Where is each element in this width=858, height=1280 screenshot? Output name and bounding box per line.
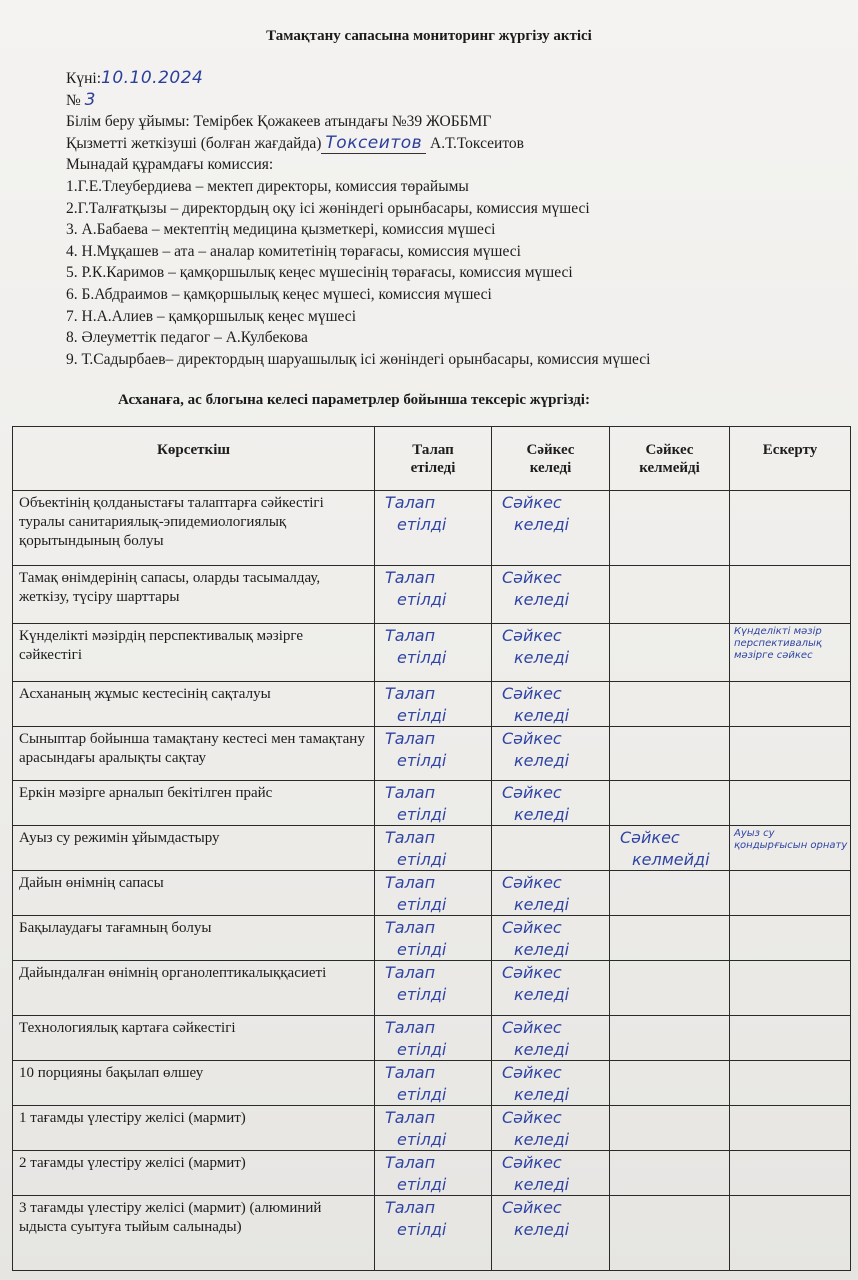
handwritten-entry: етілді (397, 1130, 447, 1149)
commission-member: 3. А.Бабаева – мектептің медицина қызметкері, комиссия мүшесі (66, 221, 496, 239)
compliant-cell (492, 624, 610, 682)
indicator-cell: 10 порцияны бақылап өлшеу (13, 1061, 375, 1106)
handwritten-entry: Талап (385, 1063, 436, 1082)
handwritten-entry: келмейді (632, 850, 710, 869)
note-cell (730, 916, 851, 961)
required-cell (375, 1016, 492, 1061)
table-body (13, 491, 851, 1271)
noncompliant-cell (610, 1151, 730, 1196)
handwritten-entry: Талап (385, 568, 436, 587)
handwritten-entry: етілді (397, 985, 447, 1004)
commission-member: 5. Р.К.Каримов – қамқоршылық кеңес мүшесінің төрағасы, комиссия мүшесі (66, 264, 573, 282)
table-row (13, 624, 851, 682)
handwritten-note: Күнделікті мәзір перспективалық мәзірге сәйкес (734, 626, 822, 661)
handwritten-entry: етілді (397, 706, 447, 725)
commission-member: 1.Г.Е.Тлеубердиева – мектеп директоры, комиссия төрайымы (66, 177, 469, 195)
handwritten-entry: Сәйкес (502, 918, 562, 937)
handwritten-entry: Талап (385, 828, 436, 847)
note-cell (730, 781, 851, 826)
table-row (13, 916, 851, 961)
indicator-cell: Дайын өнімнің сапасы (13, 871, 375, 916)
compliant-cell (492, 682, 610, 727)
handwritten-entry: Сәйкес (502, 1108, 562, 1127)
indicator-cell: Ауыз су режимін ұйымдастыру (13, 826, 375, 871)
compliant-cell (492, 1106, 610, 1151)
handwritten-entry: Сәйкес (502, 1153, 562, 1172)
handwritten-entry: етілді (397, 515, 447, 534)
handwritten-entry: етілді (397, 648, 447, 667)
table-row (13, 566, 851, 624)
required-cell (375, 491, 492, 566)
table-row (13, 871, 851, 916)
indicator-cell: Күнделікті мәзірдің перспективалық мәзірге сәйкестігі (13, 624, 375, 682)
handwritten-entry: келеді (514, 985, 570, 1004)
required-cell (375, 826, 492, 871)
note-cell (730, 1106, 851, 1151)
compliant-cell (492, 1196, 610, 1271)
noncompliant-cell (610, 491, 730, 566)
table-row (13, 727, 851, 781)
handwritten-entry: келеді (514, 940, 570, 959)
handwritten-entry: келеді (514, 805, 570, 824)
handwritten-entry: Сәйкес (502, 1018, 562, 1037)
handwritten-entry: келеді (514, 1085, 570, 1104)
handwritten-entry: Сәйкес (502, 626, 562, 645)
indicator-cell: 2 тағамды үлестіру желісі (мармит) (13, 1151, 375, 1196)
noncompliant-cell (610, 624, 730, 682)
noncompliant-cell (610, 727, 730, 781)
column-header-note: Ескерту (730, 427, 851, 491)
table-row (13, 1106, 851, 1151)
commission-member: 7. Н.А.Алиев – қамқоршылық кеңес мүшесі (66, 307, 356, 325)
document-header (66, 68, 650, 370)
table-row (13, 1151, 851, 1196)
handwritten-entry: Сәйкес (502, 1063, 562, 1082)
compliant-cell (492, 871, 610, 916)
handwritten-entry: Сәйкес (620, 828, 680, 847)
handwritten-entry: Талап (385, 729, 436, 748)
date-value: 10.10.2024 (101, 68, 204, 88)
commission-member: 4. Н.Мұқашев – ата – аналар комитетінің төрағасы, комиссия мүшесі (66, 242, 521, 260)
noncompliant-cell (610, 566, 730, 624)
indicator-cell: Асхананың жұмыс кестесінің сақталуы (13, 682, 375, 727)
note-cell (730, 1016, 851, 1061)
note-cell (730, 1196, 851, 1271)
required-cell (375, 682, 492, 727)
handwritten-entry: Талап (385, 493, 436, 512)
required-cell (375, 781, 492, 826)
required-cell (375, 961, 492, 1016)
handwritten-entry: етілді (397, 1175, 447, 1194)
table-row (13, 1016, 851, 1061)
compliant-cell (492, 781, 610, 826)
commission-member: 8. Әлеуметтік педагог – А.Кулбекова (66, 329, 308, 347)
noncompliant-cell (610, 781, 730, 826)
commission-label: Мынадай құрамдағы комиссия: (66, 156, 274, 174)
handwritten-entry: етілді (397, 895, 447, 914)
commission-member: 6. Б.Абдраимов – қамқоршылық кеңес мүшесі, комиссия мүшесі (66, 285, 492, 303)
handwritten-entry: етілді (397, 1220, 447, 1239)
commission-member: 2.Г.Талғатқызы – директордың оқу ісі жөніндегі орынбасары, комиссия мүшесі (66, 199, 590, 217)
required-cell (375, 1106, 492, 1151)
handwritten-entry: Талап (385, 783, 436, 802)
noncompliant-cell (610, 682, 730, 727)
commission-members (66, 176, 650, 370)
handwritten-entry: Талап (385, 1198, 436, 1217)
indicator-cell: Сыныптар бойынша тамақтану кестесі мен тамақтану арасындағы аралықты сақтау (13, 727, 375, 781)
indicator-cell: Объектінің қолданыстағы талаптарға сәйкестігі туралы санитариялық-эпидемиологиялық қорытындының болуы (13, 491, 375, 566)
compliant-cell (492, 961, 610, 1016)
handwritten-entry: Талап (385, 626, 436, 645)
inspection-subtitle: Асханаға, ас блогына келесі параметрлер бойынша тексеріс жүргізді: (118, 392, 590, 408)
required-cell (375, 1151, 492, 1196)
handwritten-entry: келеді (514, 590, 570, 609)
handwritten-entry: етілді (397, 1040, 447, 1059)
compliant-cell (492, 1151, 610, 1196)
noncompliant-cell (610, 871, 730, 916)
required-cell (375, 1061, 492, 1106)
column-header-noncompliant: Сәйкес келмейді (610, 427, 730, 491)
handwritten-entry: келеді (514, 751, 570, 770)
handwritten-entry: келеді (514, 706, 570, 725)
indicator-cell: Еркін мәзірге арналып бекітілген прайс (13, 781, 375, 826)
handwritten-entry: келеді (514, 895, 570, 914)
inspection-table (12, 426, 851, 1271)
note-cell (730, 566, 851, 624)
column-header-compliant: Сәйкес келеді (492, 427, 610, 491)
handwritten-entry: етілді (397, 590, 447, 609)
handwritten-entry: Талап (385, 684, 436, 703)
table-row (13, 826, 851, 871)
handwritten-entry: етілді (397, 850, 447, 869)
table-row (13, 682, 851, 727)
handwritten-entry: келеді (514, 515, 570, 534)
date-label: Күні: (66, 70, 101, 87)
handwritten-entry: Сәйкес (502, 1198, 562, 1217)
handwritten-entry: Талап (385, 1018, 436, 1037)
note-cell (730, 624, 851, 682)
indicator-cell: Технологиялық картаға сәйкестігі (13, 1016, 375, 1061)
contractor-line (66, 133, 650, 155)
date-line (66, 68, 650, 90)
indicator-cell: 3 тағамды үлестіру желісі (мармит) (алюминий ыдыста суытуға тыйым салынады) (13, 1196, 375, 1271)
handwritten-entry: етілді (397, 1085, 447, 1104)
required-cell (375, 1196, 492, 1271)
noncompliant-cell (610, 1061, 730, 1106)
noncompliant-cell (610, 1106, 730, 1151)
handwritten-entry: етілді (397, 751, 447, 770)
contractor-name: А.Т.Токсеитов (430, 134, 524, 152)
table-row (13, 491, 851, 566)
handwritten-note: Ауыз су қондырғысын орнату (734, 828, 848, 851)
handwritten-entry: Сәйкес (502, 783, 562, 802)
compliant-cell (492, 491, 610, 566)
handwritten-entry: келеді (514, 648, 570, 667)
table-row (13, 1196, 851, 1271)
number-label: № (66, 91, 81, 109)
document-title: Тамақтану сапасына мониторинг жүргізу актісі (266, 28, 592, 44)
compliant-cell (492, 1061, 610, 1106)
column-header-required: Талап етіледі (375, 427, 492, 491)
handwritten-entry: Сәйкес (502, 729, 562, 748)
note-cell (730, 1061, 851, 1106)
table-header-row (13, 427, 851, 491)
compliant-cell (492, 916, 610, 961)
handwritten-entry: Сәйкес (502, 493, 562, 512)
handwritten-entry: Талап (385, 1108, 436, 1127)
commission-member: 9. Т.Садырбаев– директордың шаруашылық ісі жөніндегі орынбасары, комиссия мүшесі (66, 350, 651, 368)
number-line (66, 90, 650, 112)
noncompliant-cell (610, 961, 730, 1016)
table-row (13, 1061, 851, 1106)
handwritten-entry: Талап (385, 963, 436, 982)
compliant-cell (492, 826, 610, 871)
note-cell (730, 727, 851, 781)
indicator-cell: 1 тағамды үлестіру желісі (мармит) (13, 1106, 375, 1151)
handwritten-entry: келеді (514, 1130, 570, 1149)
column-header-indicator: Көрсеткіш (13, 427, 375, 491)
table-row (13, 781, 851, 826)
handwritten-entry: Талап (385, 873, 436, 892)
handwritten-entry: Сәйкес (502, 684, 562, 703)
required-cell (375, 916, 492, 961)
noncompliant-cell (610, 1196, 730, 1271)
note-cell (730, 871, 851, 916)
indicator-cell: Бақылаудағы тағамның болуы (13, 916, 375, 961)
note-cell (730, 682, 851, 727)
note-cell (730, 491, 851, 566)
handwritten-entry: Сәйкес (502, 568, 562, 587)
handwritten-entry: етілді (397, 805, 447, 824)
handwritten-entry: келеді (514, 1040, 570, 1059)
contractor-signature: Токсеитов (321, 133, 426, 154)
note-cell (730, 826, 851, 871)
note-cell (730, 961, 851, 1016)
required-cell (375, 727, 492, 781)
handwritten-entry: келеді (514, 1220, 570, 1239)
number-value: 3 (84, 89, 96, 110)
required-cell (375, 566, 492, 624)
compliant-cell (492, 1016, 610, 1061)
required-cell (375, 624, 492, 682)
note-cell (730, 1151, 851, 1196)
handwritten-entry: Талап (385, 918, 436, 937)
noncompliant-cell (610, 916, 730, 961)
required-cell (375, 871, 492, 916)
handwritten-entry: Талап (385, 1153, 436, 1172)
contractor-label: Қызметті жеткізуші (болған жағдайда) (66, 134, 322, 152)
indicator-cell: Тамақ өнімдерінің сапасы, оларды тасымалдау, жеткізу, түсіру шарттары (13, 566, 375, 624)
noncompliant-cell (610, 1016, 730, 1061)
compliant-cell (492, 566, 610, 624)
noncompliant-cell (610, 826, 730, 871)
table-row (13, 961, 851, 1016)
handwritten-entry: Сәйкес (502, 963, 562, 982)
handwritten-entry: келеді (514, 1175, 570, 1194)
handwritten-entry: етілді (397, 940, 447, 959)
indicator-cell: Дайындалған өнімнің органолептикалыққасиеті (13, 961, 375, 1016)
handwritten-entry: Сәйкес (502, 873, 562, 892)
compliant-cell (492, 727, 610, 781)
organization-line: Білім беру ұйымы: Темірбек Қожакеев атындағы №39 ЖОББМГ (66, 113, 492, 131)
